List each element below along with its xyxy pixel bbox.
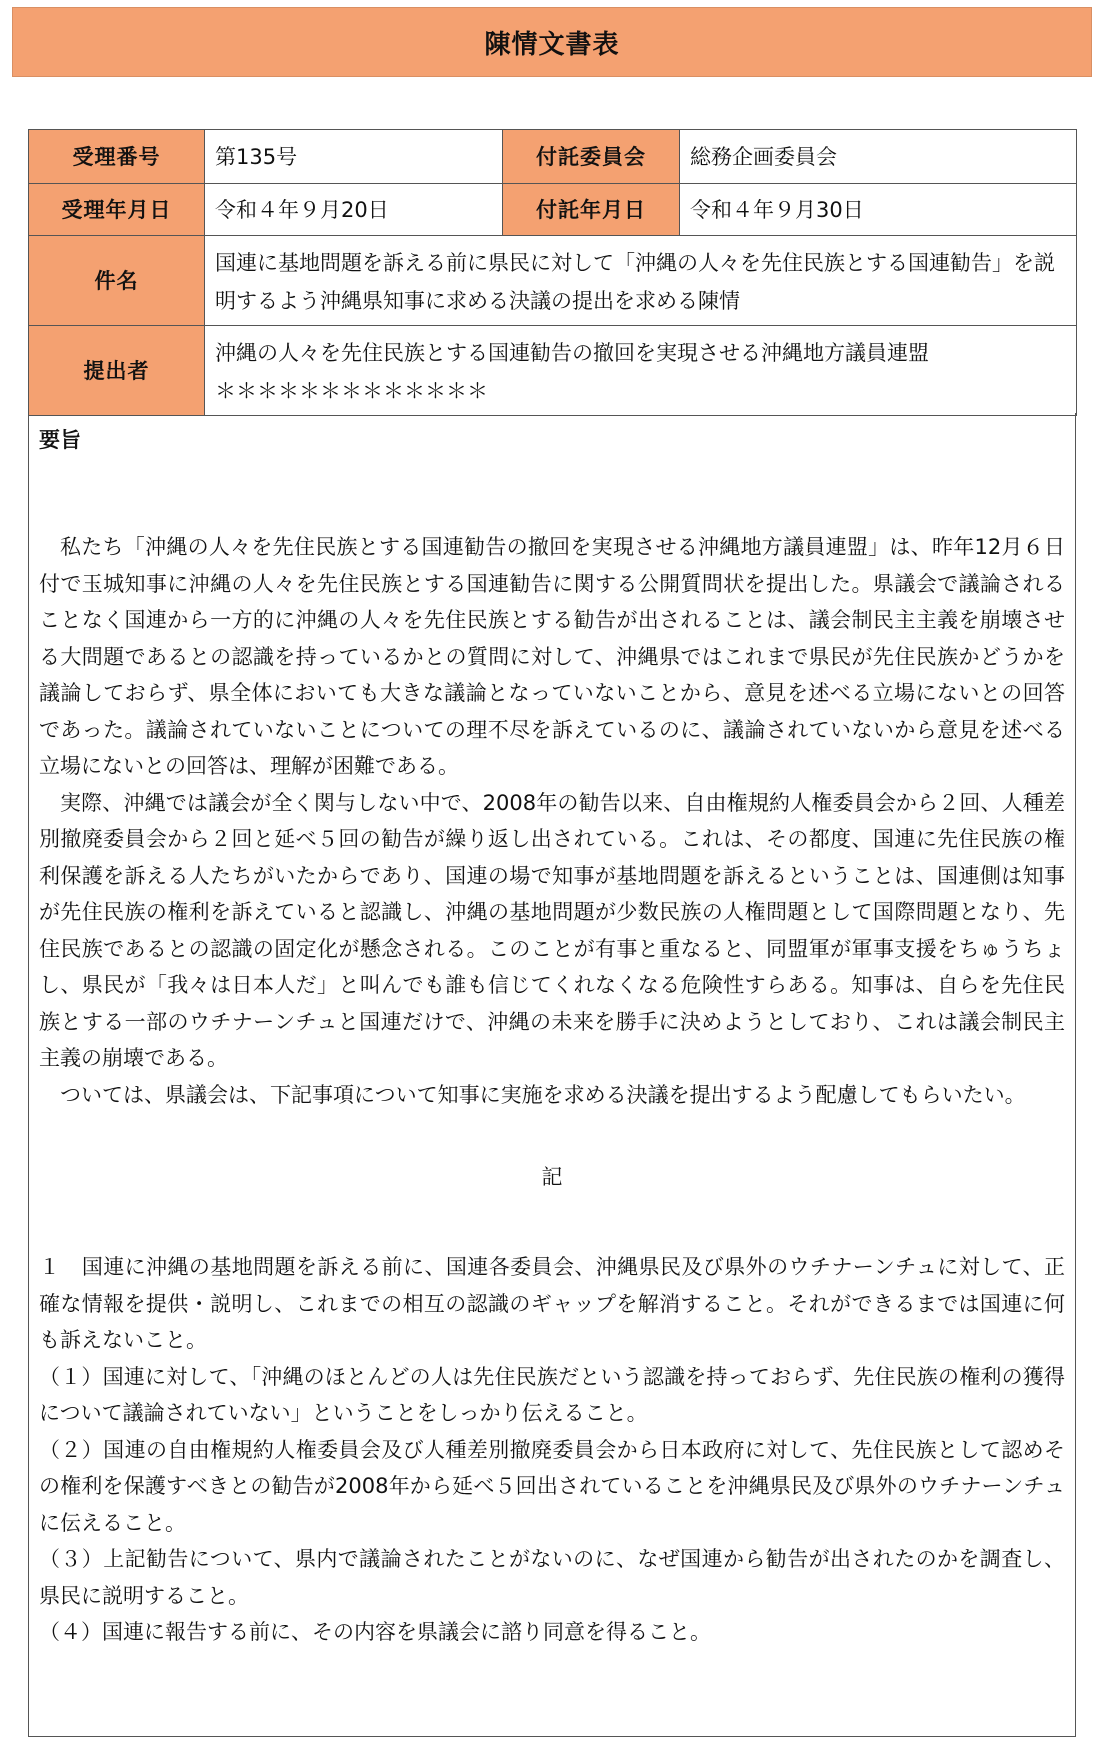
info-row-subject	[29, 236, 1077, 326]
receipt-date-value: 令和４年９月20日	[205, 184, 503, 236]
info-row-submitter	[29, 326, 1077, 416]
request-subitem: （１）国連に対して、「沖縄のほとんどの人は先住民族だという認識を持っておらず、先住民族の権利の獲得について議論されていない」ということをしっかり伝えること。	[39, 1364, 1065, 1425]
info-row-receipt	[29, 130, 1077, 184]
petition-info-table	[28, 129, 1077, 416]
gist-paragraph: 実際、沖縄では議会が全く関与しない中で、2008年の勧告以来、自由権規約人権委員会から２回、人種差別撤廃委員会から２回と延べ５回の勧告が繰り返し出されている。これは、その都度、国連に先住民族の権利保護を訴える人たちがいたからであり、国連の場で知事が基地問題を訴えるということは、国連側は知事が先住民族の権利を訴えていると認識し、沖縄の基地問題が少数民族の人権問題として国際問題となり、先住民族であるとの認識の固定化が懸念される。このことが有事と重なると、同盟軍が軍事支援をちゅうちょし、県民が「我々は日本人だ」と叫んでも誰も信じてくれなくなる危険性すらある。知事は、自らを先住民族とする一部のウチナーンチュと国連だけで、沖縄の未来を勝手に決めようとしており、これは議会制民主主義の崩壊である。	[39, 790, 1065, 1070]
gist-paragraph: 私たち「沖縄の人々を先住民族とする国連勧告の撤回を実現させる沖縄地方議員連盟」は、昨年12月６日付で玉城知事に沖縄の人々を先住民族とする国連勧告に関する公開質問状を提出した。県議会で議論されることなく国連から一方的に沖縄の人々を先住民族とする勧告が出されることは、議会制民主主義を崩壊させる大問題であるとの認識を持っているかとの質問に対して、沖縄県ではこれまで県民が先住民族かどうかを議論しておらず、県全体においても大きな議論となっていないことから、意見を述べる立場にないとの回答であった。議論されていないことについての理不尽を訴えているのに、議論されていないから意見を述べる立場にないとの回答は、理解が困難である。	[39, 535, 1065, 778]
info-row-dates	[29, 184, 1077, 236]
subject-value: 国連に基地問題を訴える前に県民に対して「沖縄の人々を先住民族とする国連勧告」を説明するよう沖縄県知事に求める決議の提出を求める陳情	[205, 236, 1077, 326]
referral-date-label: 付託年月日	[503, 184, 680, 236]
receipt-number-label: 受理番号	[29, 130, 205, 184]
gist-paragraph: ついては、県議会は、下記事項について知事に実施を求める決議を提出するよう配慮してもらいたい。	[60, 1082, 1026, 1107]
request-subitem: （２）国連の自由権規約人権委員会及び人種差別撤廃委員会から日本政府に対して、先住民族として認めその権利を保護すべきとの勧告が2008年から延べ５回出されていることを沖縄県民及び県外のウチナーンチュに伝えること。	[39, 1437, 1065, 1535]
request-item: １ 国連に沖縄の基地問題を訴える前に、国連各委員会、沖縄県民及び県外のウチナーンチュに対して、正確な情報を提供・説明し、これまでの相互の認識のギャップを解消すること。それができるまでは国連に何も訴えないこと。	[39, 1255, 1065, 1352]
receipt-date-label: 受理年月日	[29, 184, 205, 236]
subject-label: 件名	[29, 236, 205, 326]
gist-label: 要旨	[39, 428, 81, 452]
document-title: 陳情文書表	[12, 7, 1092, 77]
request-subitem: （４）国連に報告する前に、その内容を県議会に諮り同意を得ること。	[39, 1620, 711, 1644]
submitter-value	[205, 326, 1077, 416]
request-subitem: （３）上記勧告について、県内で議論されたことがないのに、なぜ国連から勧告が出されたのかを調査し、県民に説明すること。	[39, 1547, 1065, 1608]
referral-date-value: 令和４年９月30日	[680, 184, 1077, 236]
committee-label: 付託委員会	[503, 130, 680, 184]
submitter-label: 提出者	[29, 326, 205, 416]
ki-heading: 記	[541, 1165, 563, 1189]
committee-value: 総務企画委員会	[680, 130, 1077, 184]
receipt-number-value: 第135号	[205, 130, 503, 184]
gist-section	[28, 413, 1076, 1737]
submitter-name: ＊＊＊＊＊＊＊＊＊＊＊＊＊	[215, 378, 488, 403]
submitter-organization: 沖縄の人々を先住民族とする国連勧告の撤回を実現させる沖縄地方議員連盟	[215, 340, 929, 365]
